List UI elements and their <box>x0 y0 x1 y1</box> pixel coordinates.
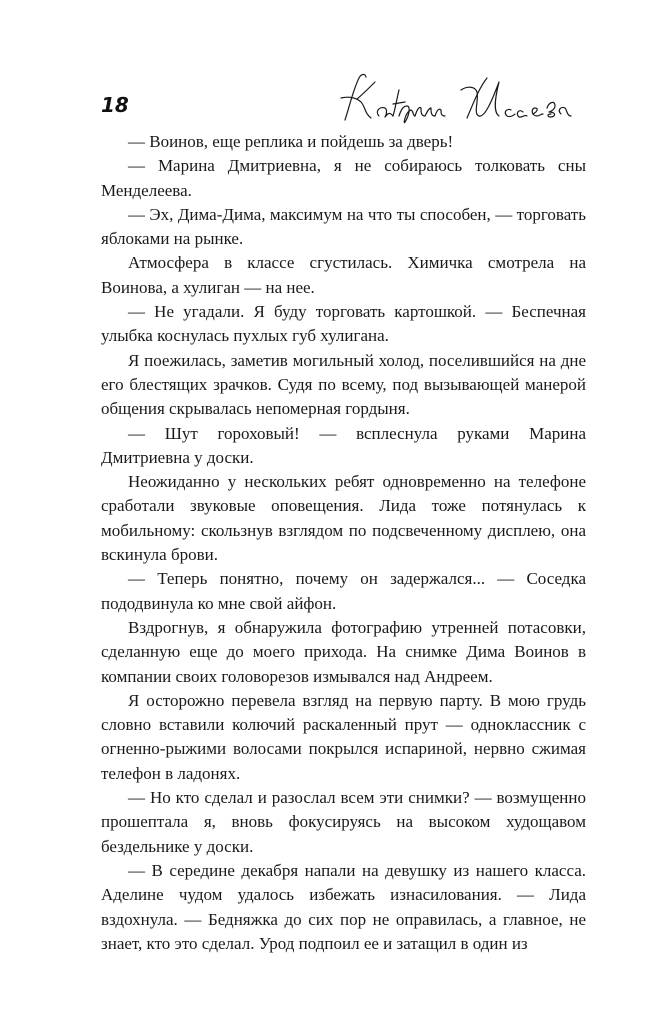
paragraph: — Не угадали. Я буду торговать картошкой. — Беспечная улыбка коснулась пухлых губ хулигана. <box>101 302 586 346</box>
paragraph: — Воинов, еще реплика и пойдешь за дверь! <box>128 132 454 151</box>
page-header <box>0 0 661 130</box>
author-signature-logo <box>335 68 585 128</box>
paragraph: — В середине декабря напали на девушку из нашего класса. Аделине чудом удалось избежать изнасилования. — Лида вздохнула. — Бедняжка до сих пор не оправилась, а главное, не знает, кто это сделал. Урод подпоил ее и затащил в один из <box>101 860 586 953</box>
paragraph: Вздрогнув, я обнаружила фотографию утренней потасовки, сделанную еще до моего прихода. На снимке Дима Воинов в компании своих головорезов измывался над Андреем. <box>101 617 586 686</box>
paragraph: Неожиданно у нескольких ребят одновременно на телефоне сработали звуковые оповещения. Лида тоже потянулась к мобильному: скользнув взглядом по подсвеченному дисплею, она вскинула брови. <box>101 472 586 565</box>
author-name-script <box>335 68 585 128</box>
paragraph: Атмосфера в классе сгустилась. Химичка смотрела на Воинова, а хулиган — на нее. <box>101 253 586 297</box>
paragraph: Я поежилась, заметив могильный холод, поселившийся на дне его блестящих зрачков. Судя по всему, под вызывающей манерой общения скрывалась непомерная гордыня. <box>101 350 586 419</box>
paragraph: Я осторожно перевела взгляд на первую парту. В мою грудь словно вставили колючий раскаленный прут — одноклассник с огненно-рыжими волосами покрылся испариной, нервно сжимая телефон в ладонях. <box>101 690 586 783</box>
paragraph: — Марина Дмитриевна, я не собираюсь толковать сны Менделеева. <box>101 156 586 200</box>
paragraph: — Но кто сделал и разослал всем эти снимки? — возмущенно прошептала я, вновь фокусируясь на высоком худощавом бездельнике у доски. <box>101 788 586 856</box>
paragraph: — Эх, Дима-Дима, максимум на что ты способен, — торговать яблоками на рынке. <box>101 204 586 249</box>
paragraph: — Теперь понятно, почему он задержался... — Соседка пододвинула ко мне свой айфон. <box>101 569 586 613</box>
book-text <box>101 130 586 956</box>
paragraph: — Шут гороховый! — всплеснула руками Марина Дмитриевна у доски. <box>101 423 586 467</box>
page-number: 18 <box>101 93 129 117</box>
